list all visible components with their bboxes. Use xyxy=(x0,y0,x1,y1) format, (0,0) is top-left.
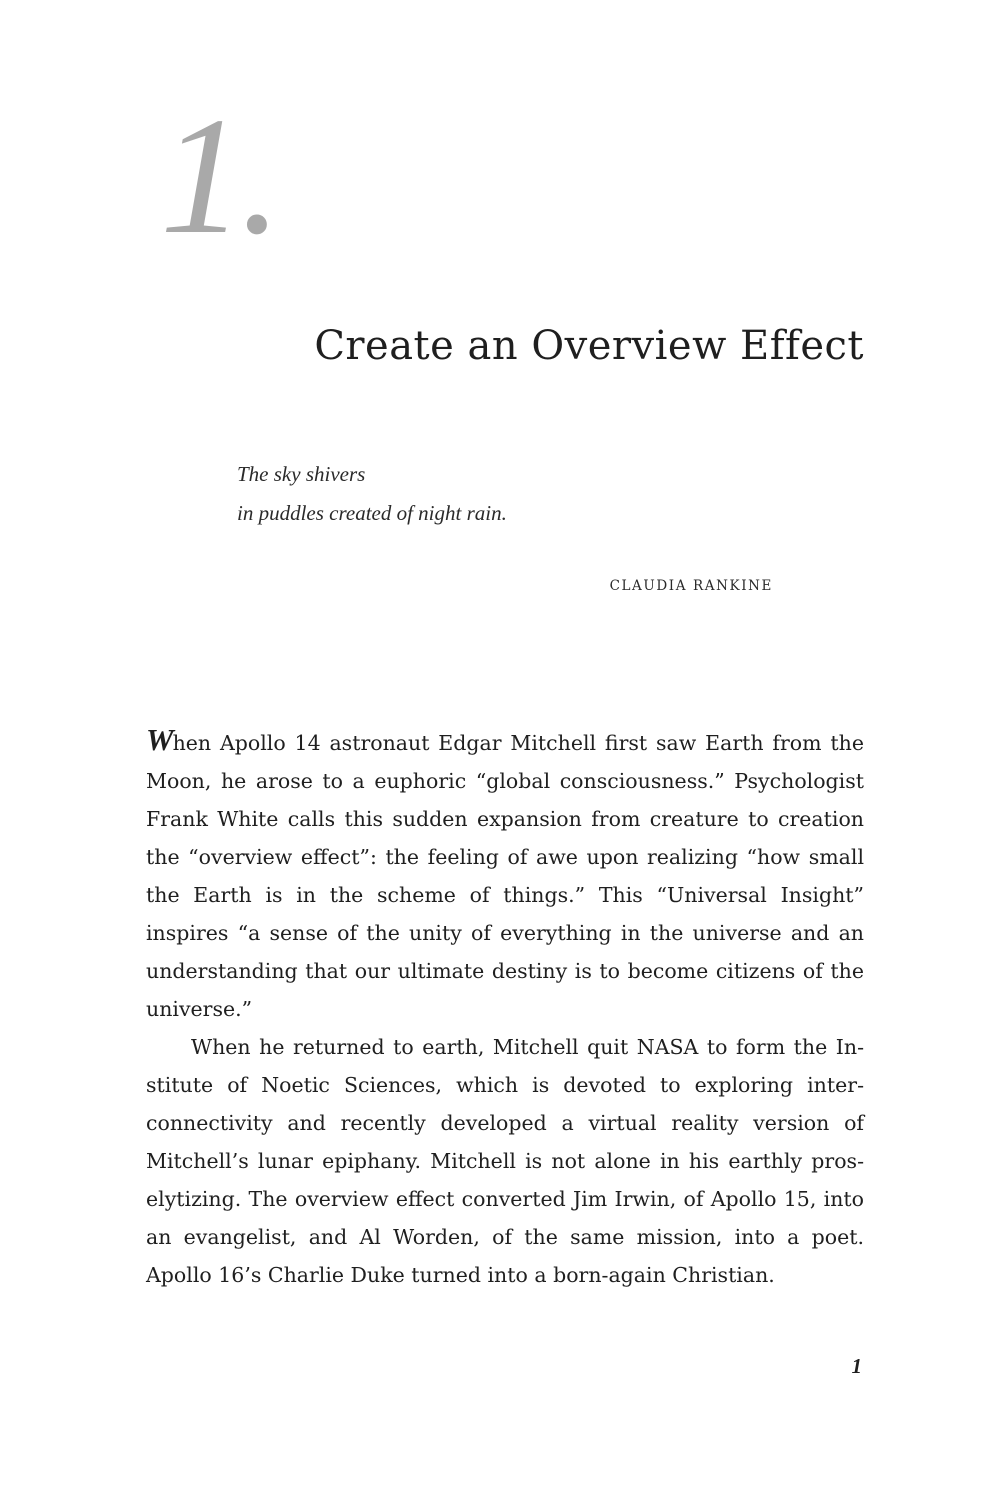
epigraph xyxy=(237,455,507,533)
chapter-number: 1. xyxy=(160,83,278,269)
paragraph: When he returned to earth, Mitchell quit NASA to form the Institute of Noetic Sciences, which is devoted to exploring interconnectivity and recently developed a virtual reality version of Mitchell’s lunar epiphany. Mitchell is not alone in his earthly proselytizing. The overview effect converted Jim Irwin, of Apollo 15, into an evangelist, and Al Worden, of the same mission, into a poet. Apollo 16’s Charlie Duke turned into a born-again Christian. xyxy=(146,1035,864,1287)
chapter-title: Create an Overview Effect xyxy=(314,323,864,369)
page-number: 1 xyxy=(851,1354,862,1378)
body-text xyxy=(146,721,864,1294)
epigraph-attribution: CLAUDIA RANKINE xyxy=(609,578,773,594)
drop-initial: W xyxy=(146,722,173,757)
epigraph-line: in puddles created of night rain. xyxy=(237,501,507,525)
paragraph-text: hen Apollo 14 astronaut Edgar Mitchell first saw Earth from the Moon, he arose to a euphoric “global consciousness.” Psychologist Frank White calls this sudden expansion from creature to creation the “overview effect”: the feeling of awe upon realizing “how small the Earth is in the scheme of things.” This “Universal Insight” inspires “a sense of the unity of everything in the universe and an understanding that our ultimate destiny is to become citizens of the universe.” xyxy=(146,731,864,1021)
epigraph-line: The sky shivers xyxy=(237,462,366,486)
paragraph xyxy=(146,721,864,1028)
